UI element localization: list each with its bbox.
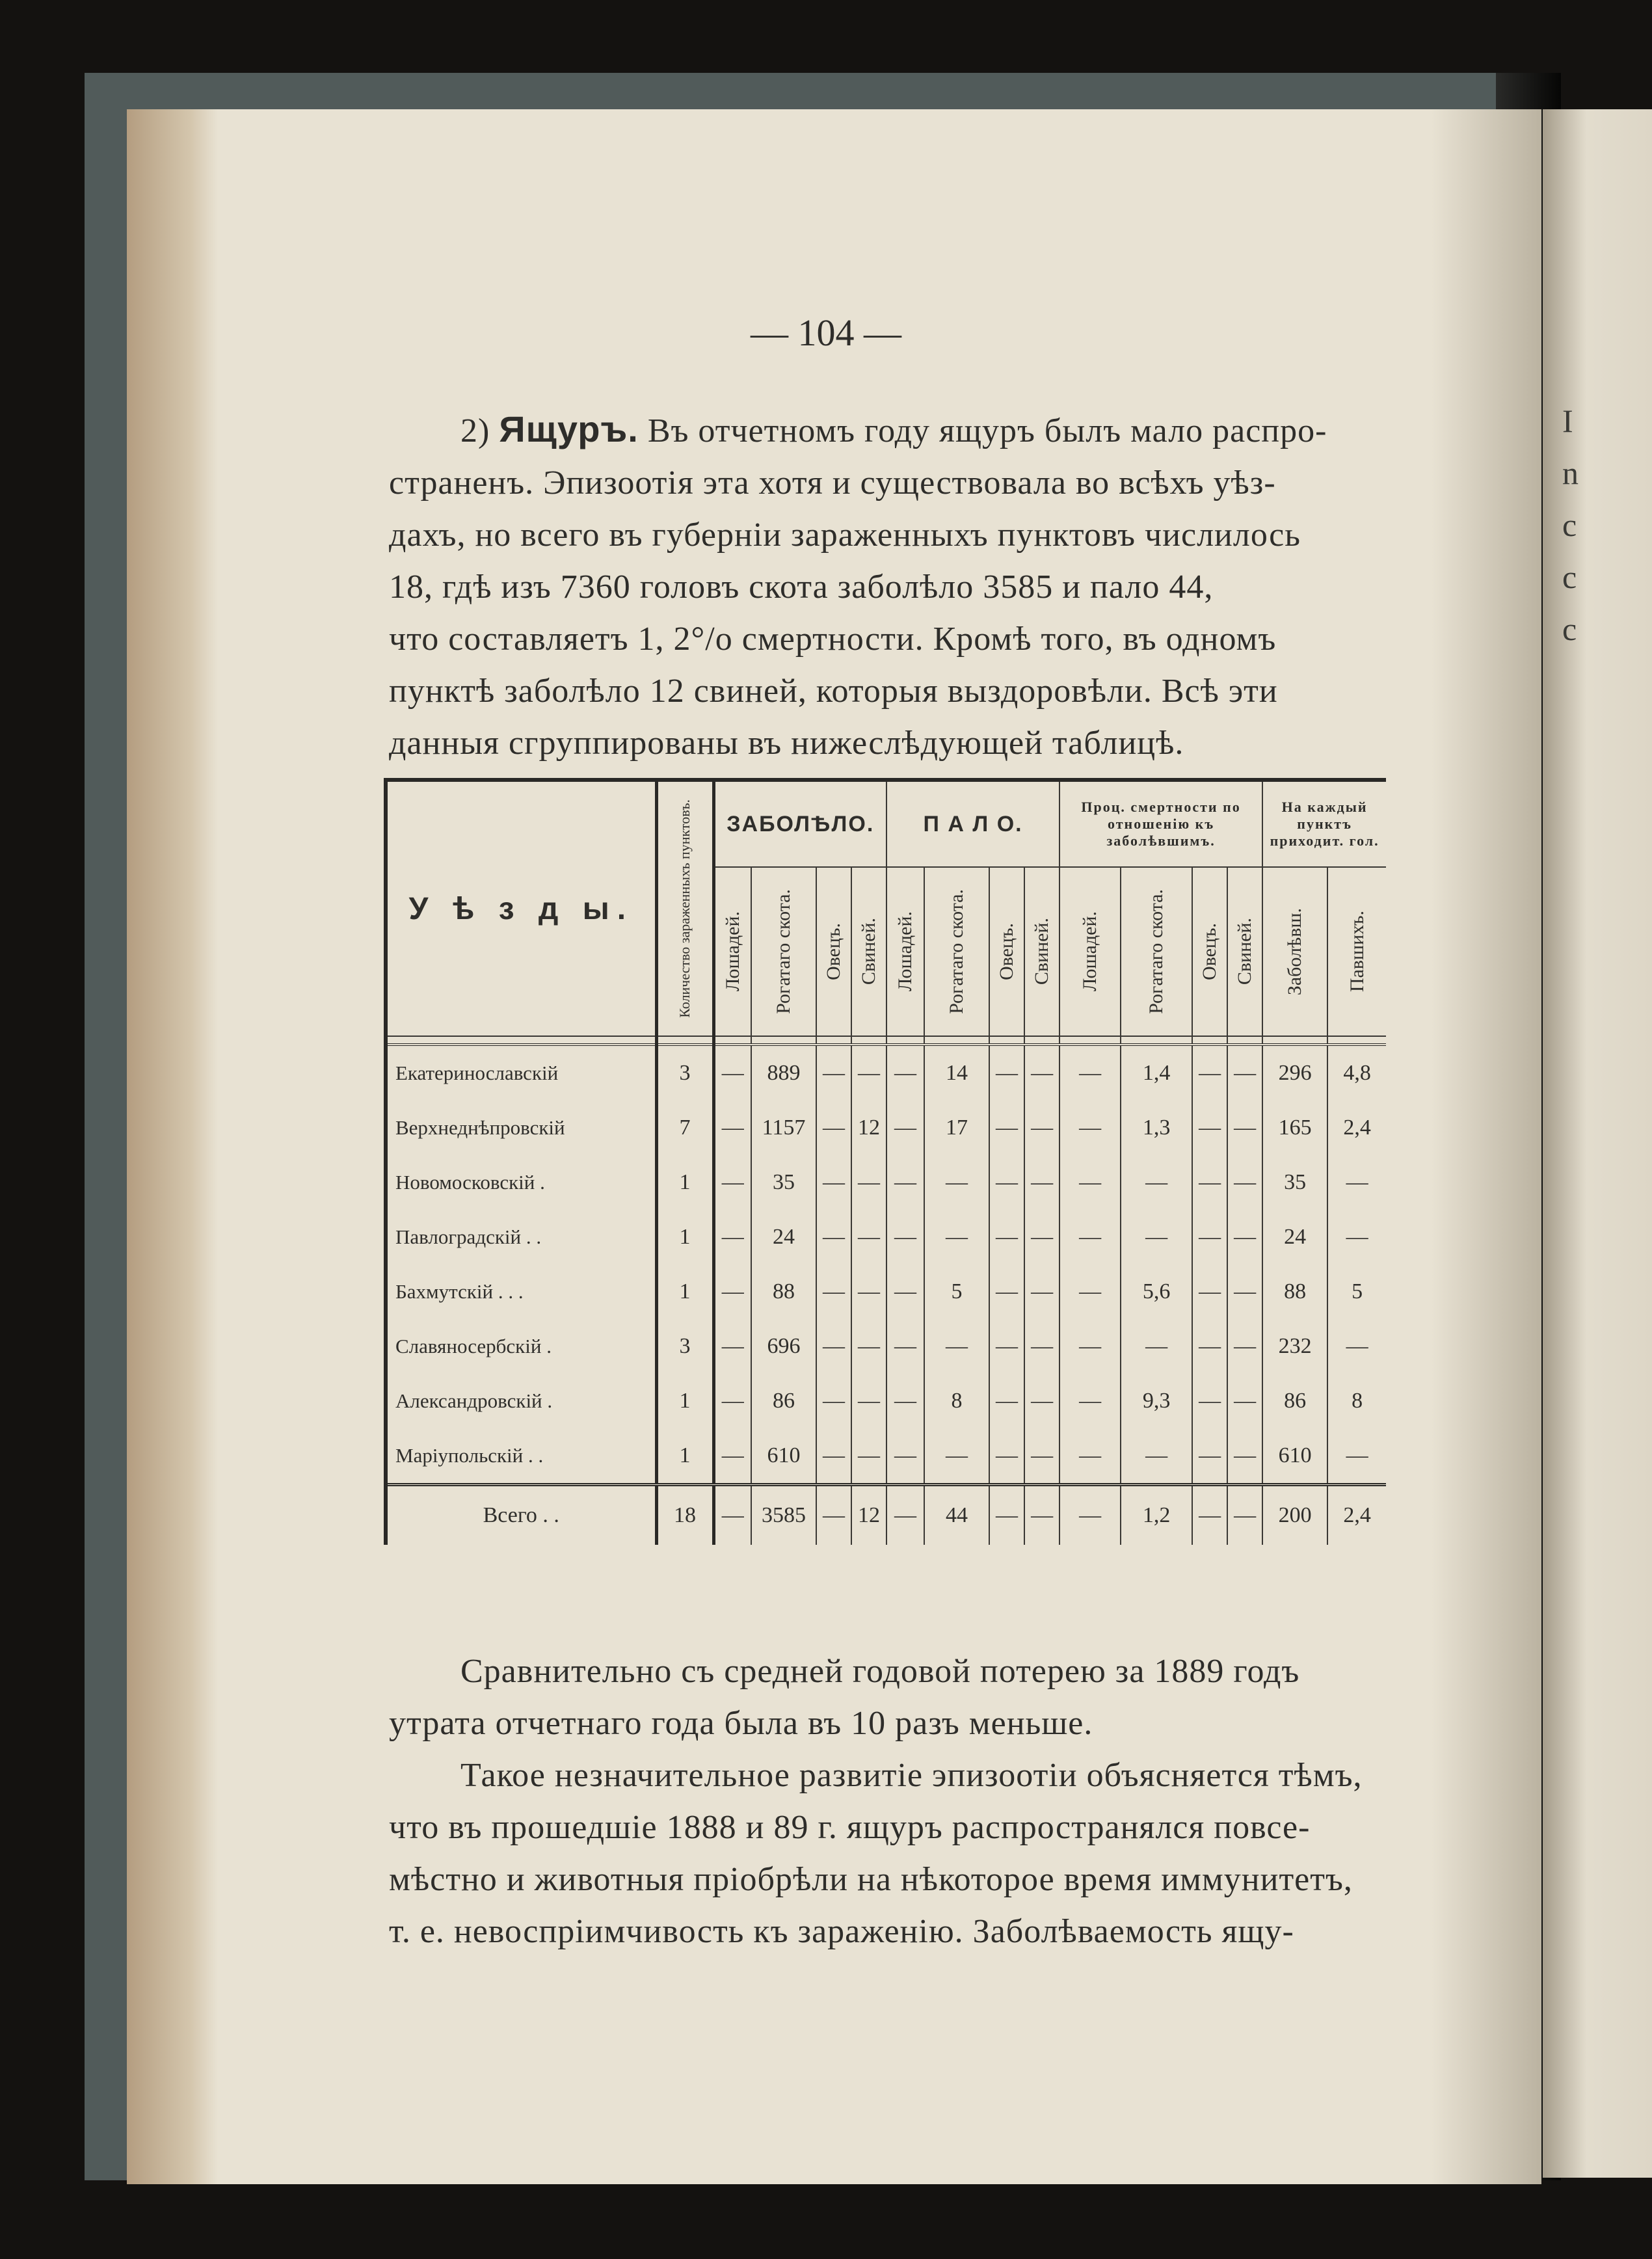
- cell: —: [851, 1155, 886, 1210]
- cell: —: [1192, 1045, 1227, 1101]
- cell: 14: [924, 1045, 989, 1101]
- cell: —: [816, 1374, 851, 1428]
- cell: —: [989, 1264, 1024, 1319]
- outro-line: мѣстно и животныя пріобрѣли на нѣкоторое время иммунитетъ,: [389, 1861, 1353, 1898]
- cell: —: [1024, 1101, 1059, 1155]
- uezd-name: Павлоградскій . .: [386, 1210, 656, 1264]
- cell: —: [1059, 1045, 1121, 1101]
- intro-line: 2) Ящуръ. Въ отчетномъ году ящуръ былъ мало распро-: [460, 408, 1327, 449]
- subheader-sheep: Овецъ.: [989, 867, 1024, 1036]
- cell: —: [886, 1485, 924, 1545]
- cell: 35: [1262, 1155, 1327, 1210]
- table-row: [386, 1319, 1386, 1374]
- cell: 1: [656, 1155, 713, 1210]
- intro-paragraph: [389, 403, 1391, 769]
- table-row: [386, 1374, 1386, 1428]
- cell: 1: [656, 1428, 713, 1485]
- cell: —: [1192, 1264, 1227, 1319]
- cell: —: [1227, 1210, 1262, 1264]
- cell: 3585: [751, 1485, 816, 1545]
- intro-line: страненъ. Эпизоотія эта хотя и существовала во всѣхъ уѣз-: [389, 464, 1276, 501]
- cell: —: [1059, 1485, 1121, 1545]
- cell: 4,8: [1327, 1045, 1386, 1101]
- cell: —: [1024, 1428, 1059, 1485]
- cell: 1157: [751, 1101, 816, 1155]
- cell: —: [886, 1264, 924, 1319]
- group-header-zabolelo: ЗАБОЛѢЛО.: [713, 780, 886, 867]
- outro-line: Сравнительно съ средней годовой потерею за 1889 годъ: [460, 1653, 1300, 1690]
- total-label: Всего . .: [386, 1485, 656, 1545]
- cell: 12: [851, 1485, 886, 1545]
- cell: 610: [751, 1428, 816, 1485]
- cell: 232: [1262, 1319, 1327, 1374]
- cell: 8: [924, 1374, 989, 1428]
- next-page-fragment: I: [1562, 403, 1573, 439]
- cell: 3: [656, 1319, 713, 1374]
- cell: —: [1327, 1428, 1386, 1485]
- intro-line: данныя сгруппированы въ нижеслѣдующей таблицѣ.: [389, 725, 1184, 762]
- cell: 17: [924, 1101, 989, 1155]
- cell: —: [1227, 1101, 1262, 1155]
- cell: —: [816, 1485, 851, 1545]
- group-header-percent: Проц. смертности по отношенію къ заболѣвшимъ.: [1059, 780, 1262, 867]
- table-body: [386, 1045, 1386, 1485]
- cell: 24: [1262, 1210, 1327, 1264]
- subheader-cattle: Рогатаго скота.: [751, 867, 816, 1036]
- cell: 5,6: [1121, 1264, 1192, 1319]
- cell: —: [1024, 1485, 1059, 1545]
- header-separator: [386, 1036, 1386, 1045]
- cell: —: [1059, 1428, 1121, 1485]
- cell: 88: [751, 1264, 816, 1319]
- cell: —: [1192, 1485, 1227, 1545]
- cell: —: [989, 1155, 1024, 1210]
- outro-line: т. е. невоспріимчивость къ зараженію. Заболѣваемость ящу-: [389, 1913, 1294, 1950]
- cell: —: [1121, 1428, 1192, 1485]
- cell: —: [1227, 1374, 1262, 1428]
- subheader-sick: Заболѣвш.: [1262, 867, 1327, 1036]
- subheader-horses: Лошадей.: [1059, 867, 1121, 1036]
- cell: —: [886, 1374, 924, 1428]
- statistics-table: [384, 778, 1386, 1545]
- cell: —: [1024, 1319, 1059, 1374]
- uezd-name: Александровскій .: [386, 1374, 656, 1428]
- cell: —: [1227, 1155, 1262, 1210]
- cell: 1: [656, 1264, 713, 1319]
- subheader-horses: Лошадей.: [713, 867, 751, 1036]
- cell: —: [1192, 1210, 1227, 1264]
- cell: —: [1227, 1045, 1262, 1101]
- section-heading: 2) Ящуръ.: [460, 408, 639, 449]
- page-gutter-shade: [1431, 109, 1541, 2184]
- cell: —: [886, 1045, 924, 1101]
- page-number: — 104 —: [751, 312, 901, 354]
- cell: —: [816, 1264, 851, 1319]
- cell: —: [1059, 1374, 1121, 1428]
- subheader-horses: Лошадей.: [886, 867, 924, 1036]
- cell: —: [989, 1045, 1024, 1101]
- cell: —: [713, 1319, 751, 1374]
- table-row: [386, 1428, 1386, 1485]
- cell: —: [816, 1428, 851, 1485]
- intro-line: дахъ, но всего въ губерніи зараженныхъ пунктовъ числилось: [389, 516, 1301, 554]
- cell: 5: [924, 1264, 989, 1319]
- cell: —: [924, 1428, 989, 1485]
- cell: 1,4: [1121, 1045, 1192, 1101]
- cell: —: [1059, 1155, 1121, 1210]
- cell: 9,3: [1121, 1374, 1192, 1428]
- cell: —: [1059, 1264, 1121, 1319]
- cell: 1,3: [1121, 1101, 1192, 1155]
- outro-line: Такое незначительное развитіе эпизоотіи объясняется тѣмъ,: [460, 1757, 1363, 1794]
- cell: 2,4: [1327, 1101, 1386, 1155]
- cell: 2,4: [1327, 1485, 1386, 1545]
- subheader-cattle: Рогатаго скота.: [924, 867, 989, 1036]
- subheader-sheep: Овецъ.: [1192, 867, 1227, 1036]
- subheader-dead: Павшихъ.: [1327, 867, 1386, 1036]
- count-column-header: Количество зараженныхъ пунктовъ.: [656, 780, 713, 1036]
- cell: —: [1327, 1155, 1386, 1210]
- uezd-name: Екатеринославскій: [386, 1045, 656, 1101]
- cell: —: [1192, 1155, 1227, 1210]
- cell: —: [851, 1374, 886, 1428]
- cell: —: [816, 1319, 851, 1374]
- cell: —: [1059, 1101, 1121, 1155]
- subheader-pigs: Свиней.: [1227, 867, 1262, 1036]
- cell: —: [1121, 1319, 1192, 1374]
- subheader-pigs: Свиней.: [1024, 867, 1059, 1036]
- cell: —: [1192, 1101, 1227, 1155]
- cell: 86: [1262, 1374, 1327, 1428]
- cell: —: [1227, 1428, 1262, 1485]
- cell: —: [989, 1485, 1024, 1545]
- cell: 24: [751, 1210, 816, 1264]
- cell: 1: [656, 1210, 713, 1264]
- cell: 889: [751, 1045, 816, 1101]
- intro-line: пунктѣ заболѣло 12 свиней, которыя выздоровѣли. Всѣ эти: [389, 673, 1278, 710]
- intro-line: что составляетъ 1, 2°/о смертности. Кромѣ того, въ одномъ: [389, 621, 1277, 658]
- table-row: [386, 1045, 1386, 1101]
- cell: 1,2: [1121, 1485, 1192, 1545]
- outro-paragraph: [389, 1646, 1391, 1958]
- cell: 696: [751, 1319, 816, 1374]
- cell: —: [886, 1101, 924, 1155]
- cell: 3: [656, 1045, 713, 1101]
- cell: —: [989, 1319, 1024, 1374]
- cell: —: [713, 1210, 751, 1264]
- cell: —: [816, 1210, 851, 1264]
- cell: —: [1192, 1428, 1227, 1485]
- cell: —: [1059, 1319, 1121, 1374]
- page-edge: [127, 109, 218, 2184]
- cell: —: [886, 1319, 924, 1374]
- next-page-fragment: c: [1562, 611, 1577, 647]
- uezd-name: Новомосковскій .: [386, 1155, 656, 1210]
- uezd-name: Славяносербскій .: [386, 1319, 656, 1374]
- cell: —: [1024, 1045, 1059, 1101]
- cell: —: [924, 1155, 989, 1210]
- cell: —: [1227, 1485, 1262, 1545]
- cell: —: [989, 1374, 1024, 1428]
- cell: 18: [656, 1485, 713, 1545]
- subheader-cattle: Рогатаго скота.: [1121, 867, 1192, 1036]
- subheader-pigs: Свиней.: [851, 867, 886, 1036]
- cell: —: [851, 1319, 886, 1374]
- cell: —: [713, 1485, 751, 1545]
- cell: —: [886, 1155, 924, 1210]
- uezd-name: Бахмутскій . . .: [386, 1264, 656, 1319]
- intro-line: 18, гдѣ изъ 7360 головъ скота заболѣло 3585 и пало 44,: [389, 568, 1214, 606]
- group-header-per-point: На каждый пунктъ приходит. гол.: [1262, 780, 1386, 867]
- cell: —: [1121, 1155, 1192, 1210]
- cell: 7: [656, 1101, 713, 1155]
- uezd-name: Верхнеднѣпровскій: [386, 1101, 656, 1155]
- next-page-fragment: c: [1562, 559, 1577, 595]
- cell: 5: [1327, 1264, 1386, 1319]
- cell: —: [886, 1210, 924, 1264]
- cell: —: [816, 1155, 851, 1210]
- uezd-column-header: У ѣ з д ы.: [386, 780, 656, 1036]
- cell: —: [989, 1210, 1024, 1264]
- cell: 200: [1262, 1485, 1327, 1545]
- cell: —: [989, 1428, 1024, 1485]
- cell: —: [851, 1264, 886, 1319]
- cell: —: [1024, 1210, 1059, 1264]
- cell: 88: [1262, 1264, 1327, 1319]
- cell: —: [851, 1045, 886, 1101]
- outro-line: что въ прошедшіе 1888 и 89 г. ящуръ распространялся повсе-: [389, 1809, 1311, 1846]
- cell: —: [1227, 1264, 1262, 1319]
- cell: 296: [1262, 1045, 1327, 1101]
- table-row: [386, 1101, 1386, 1155]
- next-page-fragment: n: [1562, 455, 1579, 491]
- outro-line: утрата отчетнаго года была въ 10 разъ меньше.: [389, 1705, 1093, 1742]
- cell: 165: [1262, 1101, 1327, 1155]
- cell: —: [924, 1210, 989, 1264]
- subheader-sheep: Овецъ.: [816, 867, 851, 1036]
- uezd-name: Маріупольскій . .: [386, 1428, 656, 1485]
- cell: 12: [851, 1101, 886, 1155]
- cell: —: [1121, 1210, 1192, 1264]
- cell: —: [851, 1210, 886, 1264]
- cell: —: [1024, 1374, 1059, 1428]
- table-row: [386, 1210, 1386, 1264]
- cell: —: [924, 1319, 989, 1374]
- cell: —: [1227, 1319, 1262, 1374]
- cell: —: [713, 1374, 751, 1428]
- group-header-palo: П А Л О.: [886, 780, 1059, 867]
- table-row: [386, 1155, 1386, 1210]
- cell: —: [1192, 1319, 1227, 1374]
- total-row: [386, 1485, 1386, 1545]
- cell: —: [713, 1045, 751, 1101]
- cell: 86: [751, 1374, 816, 1428]
- cell: —: [713, 1428, 751, 1485]
- cell: —: [1024, 1155, 1059, 1210]
- cell: 1: [656, 1374, 713, 1428]
- next-page-edge: [1543, 109, 1652, 2178]
- cell: —: [816, 1101, 851, 1155]
- cell: 35: [751, 1155, 816, 1210]
- cell: —: [1327, 1210, 1386, 1264]
- cell: —: [851, 1428, 886, 1485]
- cell: —: [1024, 1264, 1059, 1319]
- cell: —: [713, 1264, 751, 1319]
- cell: 44: [924, 1485, 989, 1545]
- cell: —: [1059, 1210, 1121, 1264]
- cell: 8: [1327, 1374, 1386, 1428]
- cell: —: [1327, 1319, 1386, 1374]
- cell: —: [1192, 1374, 1227, 1428]
- next-page-fragment: c: [1562, 507, 1577, 543]
- cell: —: [989, 1101, 1024, 1155]
- table-row: [386, 1264, 1386, 1319]
- cell: —: [886, 1428, 924, 1485]
- cell: —: [713, 1101, 751, 1155]
- cell: —: [816, 1045, 851, 1101]
- cell: 610: [1262, 1428, 1327, 1485]
- cell: —: [713, 1155, 751, 1210]
